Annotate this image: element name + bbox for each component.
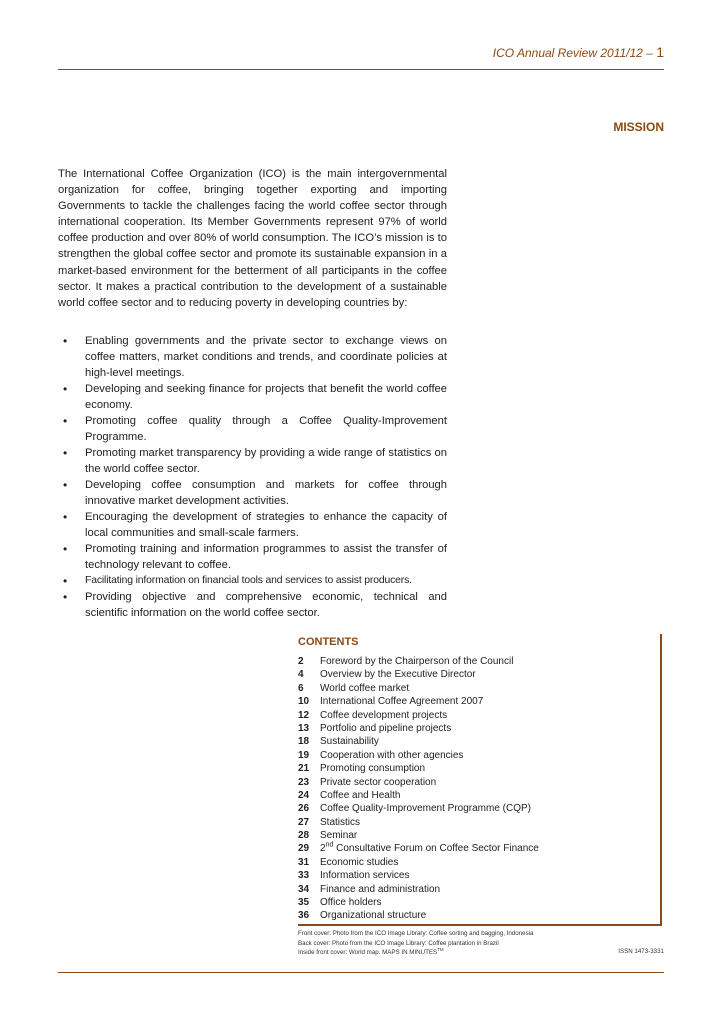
contents-heading: CONTENTS <box>298 636 359 648</box>
footer-rule <box>58 972 664 973</box>
bullet-item: • Promoting coffee quality through a Coffee Quality-Improvement Programme. <box>58 413 447 445</box>
contents-title: Promoting consumption <box>320 763 426 775</box>
contents-title: World coffee market <box>320 682 410 694</box>
contents-item <box>298 802 539 815</box>
contents-item <box>298 695 539 708</box>
contents-item <box>298 655 539 668</box>
contents-title: Cooperation with other agencies <box>320 749 464 761</box>
contents-page-number: 34 <box>298 883 310 895</box>
contents-page-number: 2 <box>298 656 304 667</box>
contents-page-number: 35 <box>298 897 310 909</box>
contents-item <box>298 668 539 681</box>
contents-page-number: 13 <box>298 722 310 734</box>
contents-title: Coffee and Health <box>320 789 401 801</box>
contents-title: Statistics <box>320 816 361 828</box>
inside-front-cover-text: Inside front cover: World map. MAPS IN MINUTES <box>298 949 438 957</box>
contents-title: Organizational structure <box>320 910 427 922</box>
contents-title: Economic studies <box>320 856 399 868</box>
contents-item <box>298 842 539 855</box>
contents-item <box>298 896 539 909</box>
contents-page-number: 33 <box>298 870 310 882</box>
contents-page-number: 18 <box>298 736 310 748</box>
contents-page-number: 6 <box>298 682 304 694</box>
contents-title: Seminar <box>320 830 358 842</box>
contents-page-number: 12 <box>298 709 310 721</box>
contents-title: Consultative Forum on Coffee Sector Finance <box>336 843 539 855</box>
contents-title: Coffee Quality-Improvement Programme (CQP) <box>320 803 531 815</box>
contents-title: Office holders <box>320 897 382 909</box>
contents-page-number: 4 <box>298 669 304 681</box>
contents-item <box>298 816 539 829</box>
contents-item <box>298 829 539 842</box>
contents-page-number: 31 <box>298 856 310 868</box>
bullet-item: • Promoting training and information programmes to assist the transfer of technology relevant to coffee. <box>58 541 447 573</box>
contents-title: Overview by the Executive Director <box>320 669 476 681</box>
bullet-item: • Providing objective and comprehensive economic, technical and scientific information on the world coffee sector. <box>58 589 447 621</box>
contents-title: Sustainability <box>320 736 379 748</box>
inside-front-cover-credit <box>298 948 533 958</box>
contents-item <box>298 735 539 748</box>
contents-item <box>298 869 539 882</box>
contents-item <box>298 856 539 869</box>
contents-item <box>298 682 539 695</box>
contents-item <box>298 749 539 762</box>
contents-page-number: 10 <box>298 696 310 708</box>
contents-item <box>298 776 539 789</box>
contents-page-number: 21 <box>298 763 310 775</box>
contents-page-number: 27 <box>298 816 310 828</box>
contents-item <box>298 762 539 775</box>
contents-item <box>298 709 539 722</box>
image-credits <box>298 929 533 958</box>
contents-page-number: 23 <box>298 776 310 788</box>
mission-heading: MISSION <box>613 120 664 134</box>
contents-page-number: 24 <box>298 789 310 801</box>
contents-title: Information services <box>320 870 410 882</box>
back-cover-credit: Back cover: Photo from the ICO Image Library: Coffee plantation in Brazil <box>298 939 499 947</box>
bullet-item: • Developing and seeking finance for projects that benefit the world coffee economy. <box>58 381 447 413</box>
trademark-superscript: TM <box>437 947 444 953</box>
issn-number: ISSN 1473-3331 <box>618 948 664 955</box>
contents-item <box>298 722 539 735</box>
running-header <box>493 44 664 60</box>
contents-item <box>298 909 539 922</box>
bullet-item: • Facilitating information on financial tools and services to assist producers. <box>58 573 447 589</box>
page-number: 1 <box>656 44 664 60</box>
contents-title-superscript: nd <box>325 842 334 850</box>
bullet-item: • Developing coffee consumption and markets for coffee through innovative market development activities. <box>58 477 447 509</box>
contents-page-number: 19 <box>298 749 310 761</box>
contents-title: Finance and administration <box>320 883 441 895</box>
mission-bullet-list <box>58 333 447 621</box>
bullet-item: • Promoting market transparency by providing a wide range of statistics on the world coffee sector. <box>58 445 447 477</box>
contents-item <box>298 789 539 802</box>
contents-title: International Coffee Agreement 2007 <box>320 696 484 708</box>
front-cover-credit: Front cover: Photo from the ICO Image Library: Coffee sorting and bagging, Indonesia <box>298 930 534 937</box>
bullet-item: • Encouraging the development of strategies to enhance the capacity of local communities and small-scale farmers. <box>58 509 447 541</box>
contents-page-number: 28 <box>298 830 310 842</box>
contents-item <box>298 883 539 896</box>
bullet-item: • Enabling governments and the private sector to exchange views on coffee matters, market conditions and trends, and coordinate policies at high-level meetings. <box>58 333 447 381</box>
header-title: ICO Annual Review 2011/12 – <box>492 46 653 60</box>
contents-title: Foreword by the Chairperson of the Council <box>320 656 514 667</box>
contents-page-number: 29 <box>298 843 310 855</box>
header-rule <box>58 69 664 70</box>
contents-title: Portfolio and pipeline projects <box>320 722 452 734</box>
contents-title-prefix: 2 <box>320 843 326 855</box>
contents-title: Coffee development projects <box>320 709 448 721</box>
contents-list <box>298 655 539 923</box>
contents-title: Private sector cooperation <box>320 776 437 788</box>
mission-intro: The International Coffee Organization (ICO) is the main intergovernmental organization for coffee, bringing together exporting and importing Governments to tackle the challenges facing the world coffee sector through international cooperation. Its Member Governments represent 97% of world coffee production and over 80% of world consumption. The ICO’s mission is to strengthen the global coffee sector and promote its sustainable expansion in a market-based environment for the betterment of all participants in the coffee sector. It makes a practical contribution to the development of a sustainable world coffee sector and to reducing poverty in developing countries by: <box>58 168 447 309</box>
contents-page-number: 36 <box>298 910 310 922</box>
contents-box <box>298 634 662 926</box>
contents-page-number: 26 <box>298 803 310 815</box>
